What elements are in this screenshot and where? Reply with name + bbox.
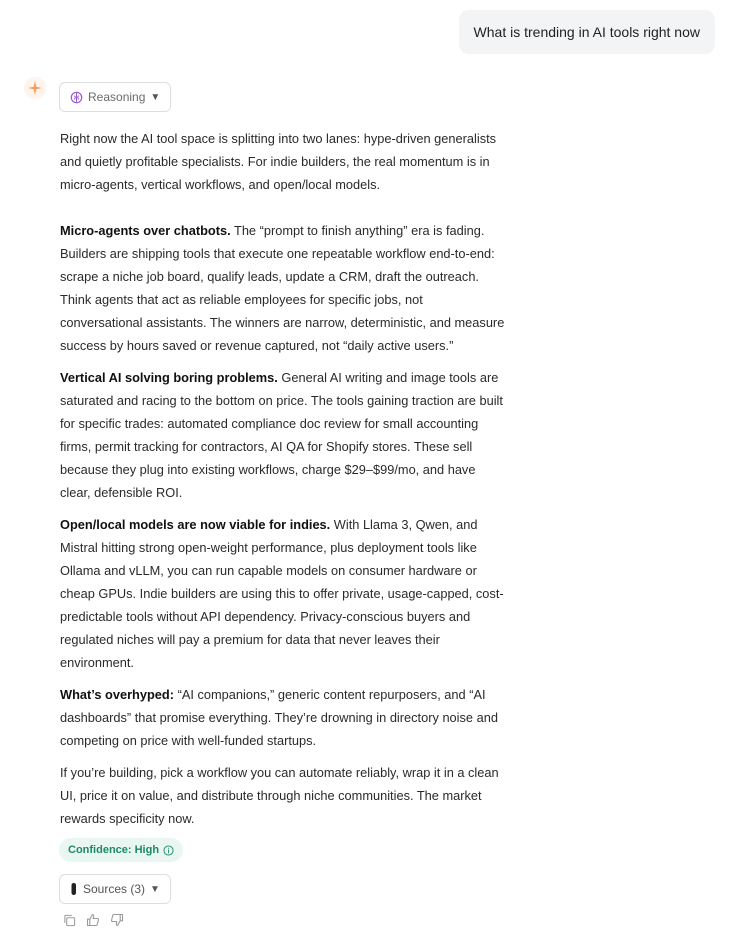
section-body: With Llama 3, Qwen, and Mistral hitting strong open-weight performance, plus deployment tools like Ollama and vLLM, you can run capable models on consumer hardware or cheap GPUs. Indie builders are using this to offer private, usage-capped, cost-predictable tools without API dependency. Privacy-conscious buyers and regulated niches will pay a premium for data that never leaves their environment.: [60, 517, 504, 670]
answer-section: [60, 683, 508, 752]
answer-intro: Right now the AI tool space is splitting into two lanes: hype-driven generalists and quietly profitable specialists. For indie builders, the real momentum is in micro-agents, vertical workflows, and open/local models.: [60, 131, 497, 192]
answer-closing: If you’re building, pick a workflow you can automate reliably, wrap it in a clean UI, price it on value, and distribute through niche communities. The market rewards specificity now.: [60, 765, 499, 826]
section-body: “AI companions,” generic content repurposers, and “AI dashboards” that promise everything. They’re drowning in directory noise and competing on price with well-funded startups.: [60, 687, 498, 748]
answer-section: [60, 513, 508, 674]
caret-down-icon: ▼: [150, 883, 160, 895]
copy-button[interactable]: [62, 913, 76, 927]
thumbs-up-icon: [86, 913, 100, 927]
assistant-avatar: [24, 77, 46, 99]
answer-section: [60, 366, 508, 504]
thumbs-down-button[interactable]: [110, 913, 124, 927]
info-icon[interactable]: [163, 845, 174, 856]
section-heading: Open/local models are now viable for indies.: [60, 517, 331, 532]
section-body: General AI writing and image tools are saturated and racing to the bottom on price. The tools gaining traction are built for specific trades: automated compliance doc review for small accounting firms, permit tracking for contractors, AI QA for Shopify stores. These sell because they plug into existing workflows, charge $29–$99/mo, and have clear, defensible ROI.: [60, 370, 503, 500]
sources-label: Sources (3): [83, 882, 146, 896]
reasoning-button[interactable]: [59, 82, 171, 112]
user-message-bubble: [459, 10, 715, 54]
brain-icon: [70, 91, 83, 104]
confidence-label: Confidence: High: [68, 844, 160, 856]
user-message-text: What is trending in AI tools right now: [473, 24, 700, 40]
section-heading: What’s overhyped:: [60, 687, 175, 702]
section-heading: Micro-agents over chatbots.: [60, 223, 231, 238]
sources-button[interactable]: [59, 874, 171, 904]
sparkle-icon: [27, 80, 43, 96]
message-actions: [62, 913, 124, 927]
assistant-answer: [60, 127, 508, 839]
thumbs-up-button[interactable]: [86, 913, 100, 927]
confidence-badge: [59, 838, 183, 862]
answer-section: [60, 219, 508, 357]
section-body: The “prompt to finish anything” era is fading. Builders are shipping tools that execute one repeatable workflow end-to-end: scrape a niche job board, qualify leads, update a CRM, draft the outreach. Think agents that act as reliable employees for specific jobs, not conversational assistants. The winners are narrow, deterministic, and measure success by hours saved or revenue captured, not “daily active users.”: [60, 223, 505, 353]
caret-down-icon: ▼: [150, 91, 161, 103]
section-heading: Vertical AI solving boring problems.: [60, 370, 278, 385]
copy-icon: [63, 914, 76, 927]
source-icon: [70, 882, 78, 896]
thumbs-down-icon: [110, 913, 124, 927]
reasoning-label: Reasoning: [88, 90, 146, 104]
